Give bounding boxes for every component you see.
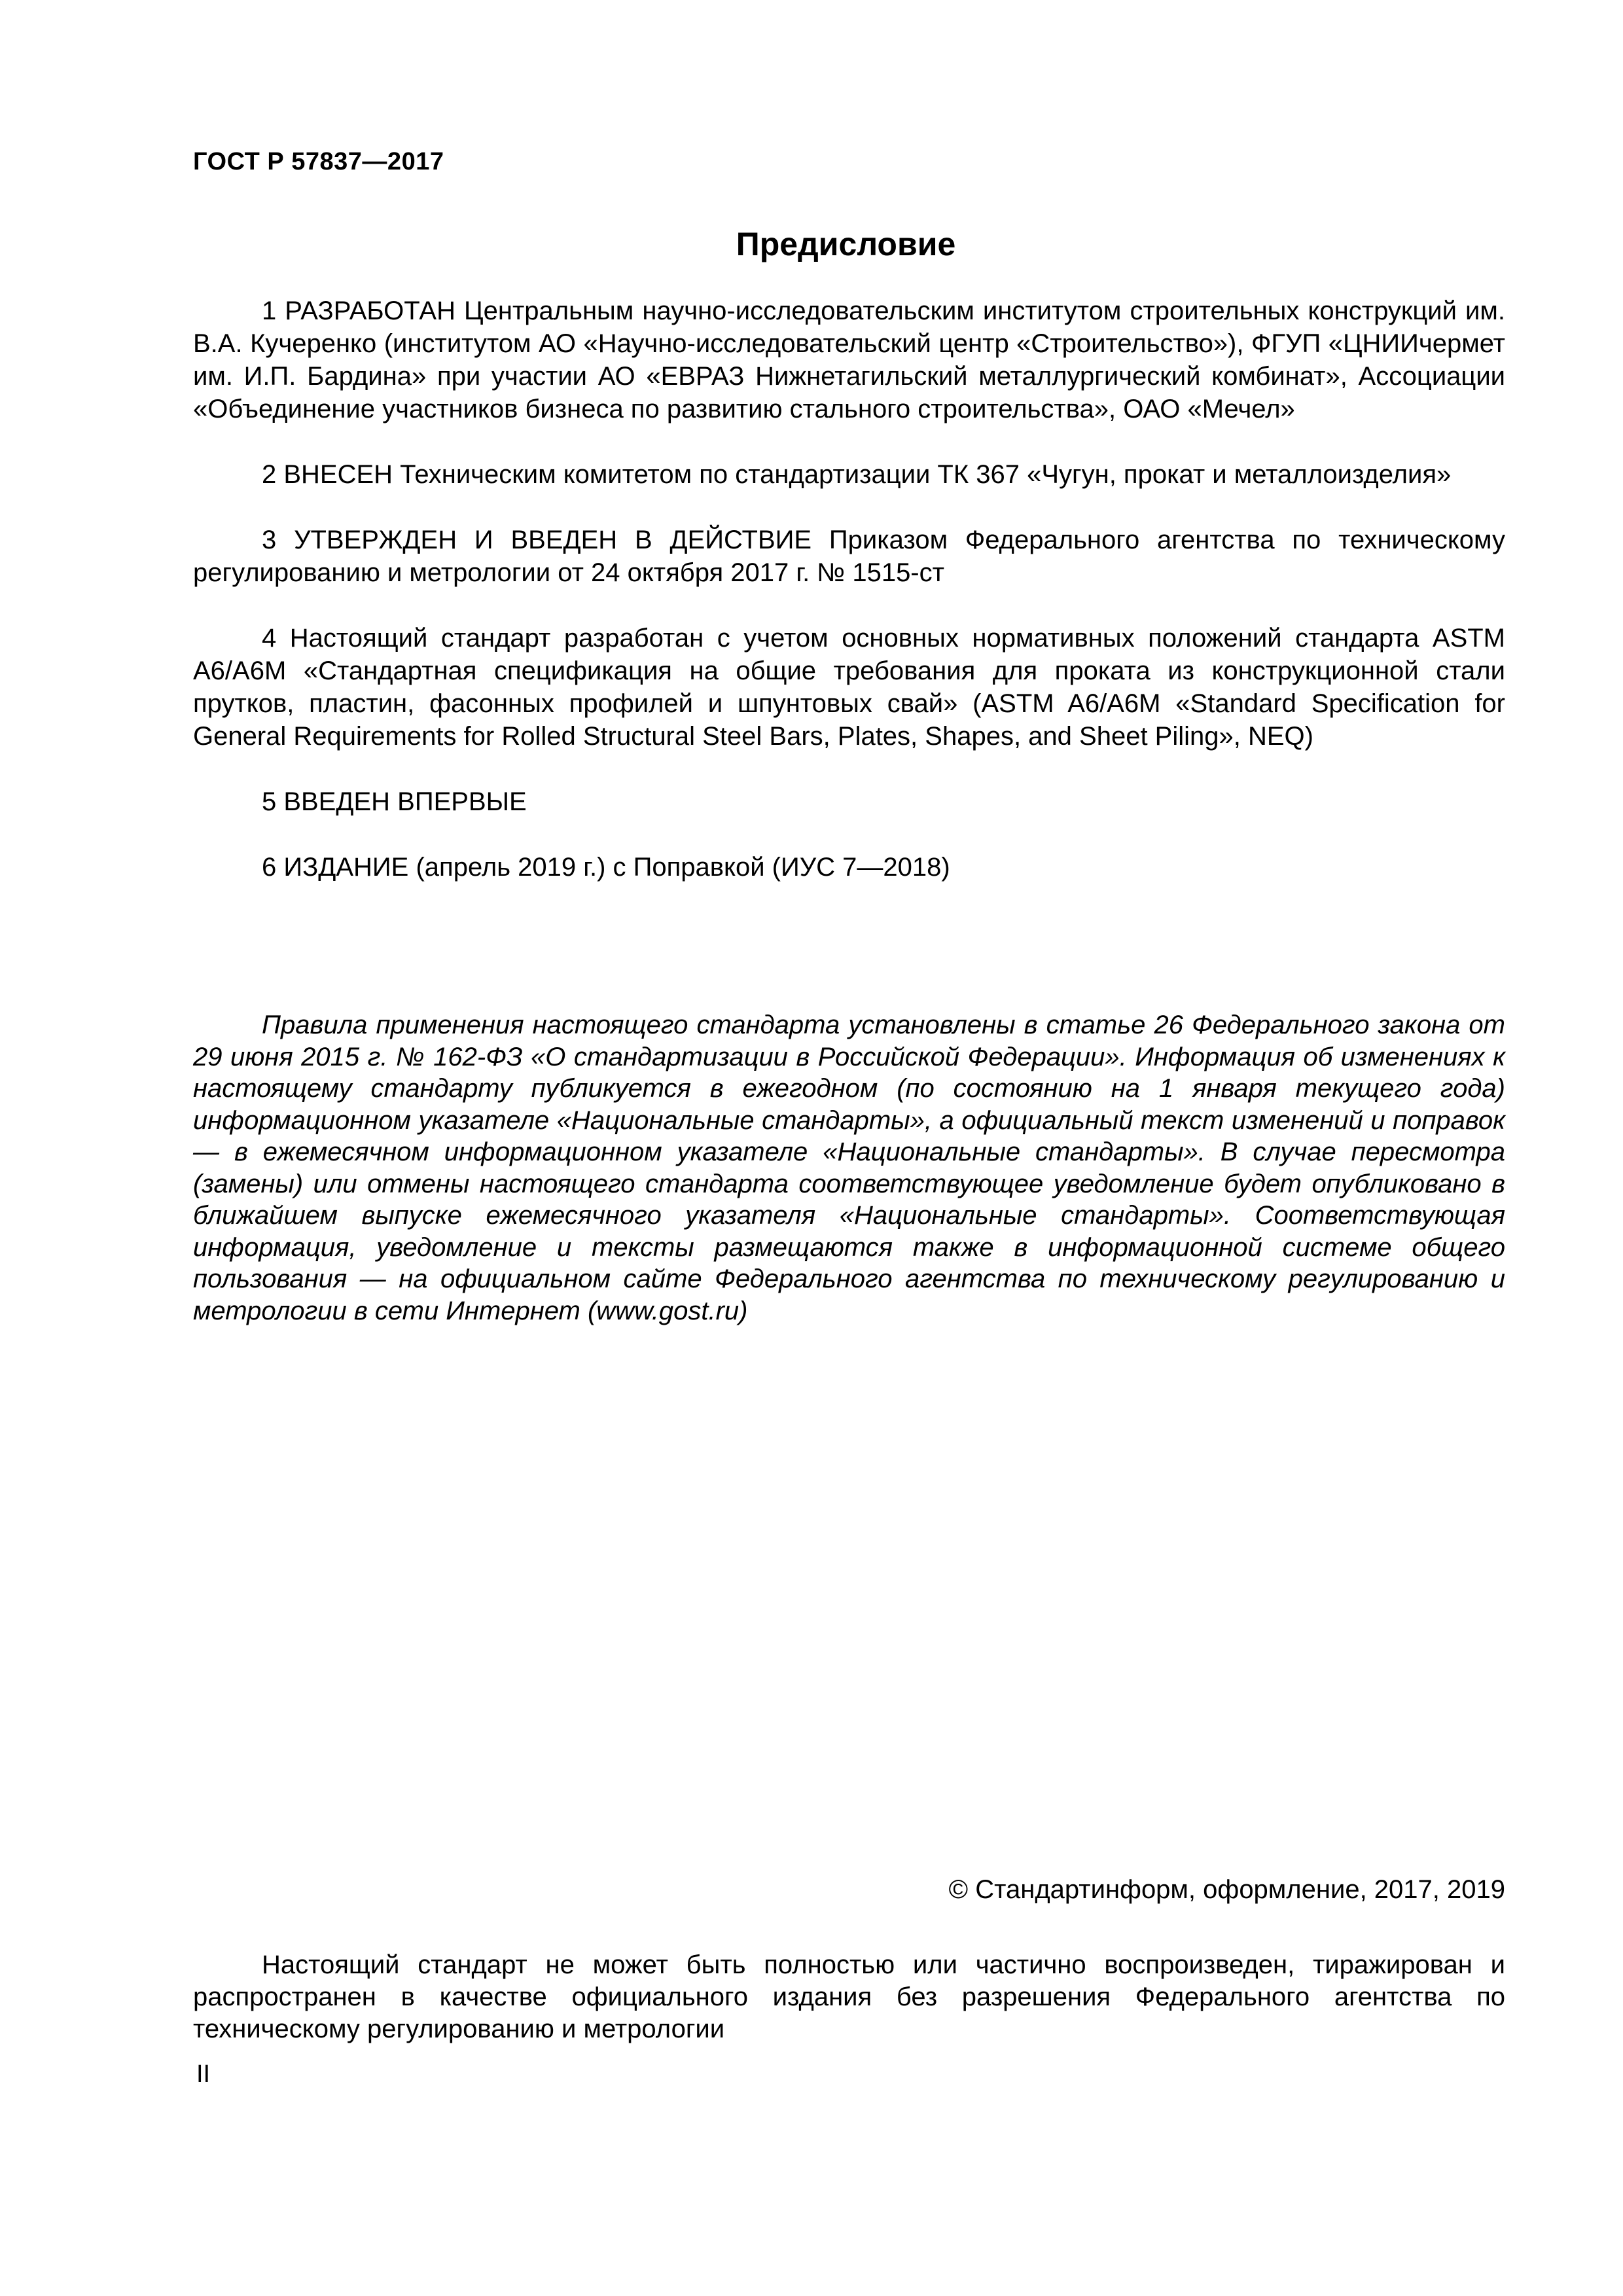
page-number: II xyxy=(196,2060,211,2088)
reproduction-notice: Настоящий стандарт не может быть полностью или частично воспроизведен, тиражирован и распространен в качестве официального издания без разрешения Федерального агентства по техническому регулированию и метрологии xyxy=(193,1950,1505,2043)
paragraph-developed-by: 1 РАЗРАБОТАН Центральным научно-исследовательским институтом строительных конструкций им. В.А. Кучеренко (институтом АО «Научно-исследовательский центр «Строительство»), ФГУП «ЦНИИчермет им. И.П. Бардина» при участии АО «ЕВРАЗ Нижнетагильский металлургический комбинат», Ассоциации «Объединение участников бизнеса по развитию стального строительства», ОАО «Мечел» xyxy=(193,296,1505,423)
application-rules-notice: Правила применения настоящего стандарта установлены в статье 26 Федерального закона от 29 июня 2015 г. № 162-ФЗ «О стандартизации в Российской Федерации». Информация об изменениях к настоящему стандарту публикуется в ежегодном (по состоянию на 1 января текущего года) информационном указателе «Национальные стандарты», а официальный текст изменений и поправок — в ежемесячном информационном указателе «Национальные стандарты». В случае пересмотра (замены) или отмены настоящего стандарта соответствующее уведомление будет опубликовано в ближайшем выпуске ежемесячного указателя «Национальные стандарты». Соответствующая информация, уведомление и тексты размещаются также в информационной системе общего пользования — на официальном сайте Федерального агентства по техническому регулированию и метрологии в сети Интернет (www.gost.ru) xyxy=(193,1011,1505,1325)
paragraph-based-on-standard: 4 Настоящий стандарт разработан с учетом основных нормативных положений стандарта ASTM A6/A6M «Стандартная спецификация на общие требования для проката из конструкционной стали прутков, пластин, фасонных профилей и шпунтовых свай» (ASTM A6/A6M «Standard Specification for General Requirements for Rolled Structural Steel Bars, Plates, Shapes, and Sheet Piling», NEQ) xyxy=(193,624,1505,751)
paragraph-approved: 3 УТВЕРЖДЕН И ВВЕДЕН В ДЕЙСТВИЕ Приказом Федерального агентства по техническому регулированию и метрологии от 24 октября 2017 г. № 1515-ст xyxy=(193,526,1505,587)
copyright-line: © Стандартинформ, оформление, 2017, 2019 xyxy=(948,1875,1505,1904)
page-title: Предисловие xyxy=(736,226,956,262)
paragraph-edition: 6 ИЗДАНИЕ (апрель 2019 г.) с Поправкой (ИУС 7—2018) xyxy=(262,853,950,882)
foreword-content xyxy=(193,295,1505,916)
paragraph-submitted-by: 2 ВНЕСЕН Техническим комитетом по стандартизации ТК 367 «Чугун, прокат и металлоизделия» xyxy=(262,460,1452,489)
document-code: ГОСТ Р 57837—2017 xyxy=(193,148,444,175)
paragraph-introduced-first: 5 ВВЕДЕН ВПЕРВЫЕ xyxy=(262,787,527,816)
